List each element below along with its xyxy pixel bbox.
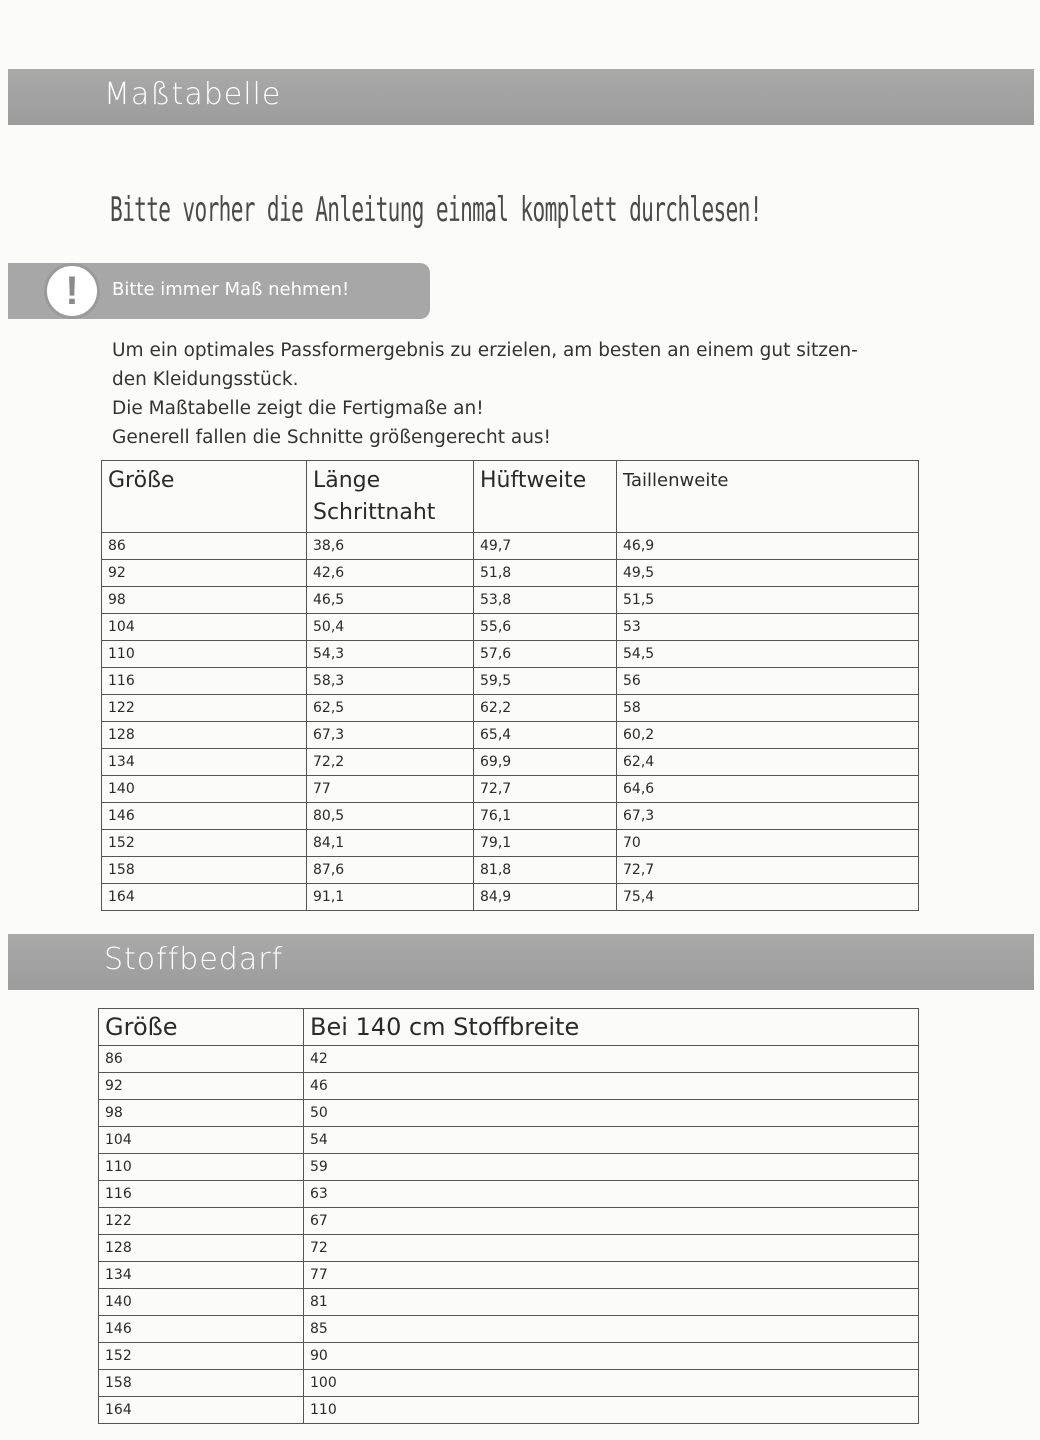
- table-cell: 84,1: [307, 830, 474, 857]
- table-cell: 56: [617, 668, 919, 695]
- table-cell: 158: [102, 857, 307, 884]
- measure-table: [101, 460, 919, 911]
- table-cell: 164: [99, 1397, 304, 1424]
- table-cell: 98: [99, 1100, 304, 1127]
- table-cell: 42: [304, 1046, 919, 1073]
- table-row: [102, 614, 919, 641]
- table-cell: 91,1: [307, 884, 474, 911]
- table-row: [99, 1127, 919, 1154]
- table-cell: 42,6: [307, 560, 474, 587]
- table-row: [99, 1343, 919, 1370]
- table-cell: 128: [102, 722, 307, 749]
- table-cell: 62,5: [307, 695, 474, 722]
- table-cell: 69,9: [474, 749, 617, 776]
- table-cell: 72,7: [474, 776, 617, 803]
- note-text: Bitte immer Maß nehmen!: [112, 279, 350, 300]
- header-inseam: Länge Schrittnaht: [307, 461, 474, 533]
- table-cell: 140: [102, 776, 307, 803]
- table-cell: 53,8: [474, 587, 617, 614]
- table-cell: 98: [102, 587, 307, 614]
- table-cell: 57,6: [474, 641, 617, 668]
- table-cell: 77: [304, 1262, 919, 1289]
- table-cell: 104: [99, 1127, 304, 1154]
- table-cell: 50,4: [307, 614, 474, 641]
- table-cell: 152: [99, 1343, 304, 1370]
- table-cell: 72,2: [307, 749, 474, 776]
- table-cell: 81,8: [474, 857, 617, 884]
- header-waist: Taillenweite: [617, 461, 919, 533]
- table-cell: 110: [304, 1397, 919, 1424]
- header-size: Größe: [99, 1009, 304, 1046]
- table-cell: 63: [304, 1181, 919, 1208]
- table-row: [102, 560, 919, 587]
- table-cell: 134: [102, 749, 307, 776]
- table-cell: 72,7: [617, 857, 919, 884]
- table-cell: 62,2: [474, 695, 617, 722]
- table-cell: 92: [99, 1073, 304, 1100]
- table-cell: 60,2: [617, 722, 919, 749]
- table-row: [102, 749, 919, 776]
- table-cell: 72: [304, 1235, 919, 1262]
- table-row: [99, 1397, 919, 1424]
- table-row: [102, 884, 919, 911]
- table-row: [102, 830, 919, 857]
- table-cell: 54: [304, 1127, 919, 1154]
- table-cell: 116: [99, 1181, 304, 1208]
- table-header-row: [102, 461, 919, 533]
- table-cell: 67: [304, 1208, 919, 1235]
- table-row: [99, 1235, 919, 1262]
- table-row: [102, 803, 919, 830]
- table-cell: 164: [102, 884, 307, 911]
- table-cell: 110: [99, 1154, 304, 1181]
- table-row: [99, 1262, 919, 1289]
- table-cell: 140: [99, 1289, 304, 1316]
- table-cell: 81: [304, 1289, 919, 1316]
- intro-line: Die Maßtabelle zeigt die Fertigmaße an!: [112, 398, 484, 419]
- table-cell: 58,3: [307, 668, 474, 695]
- table-cell: 51,8: [474, 560, 617, 587]
- table-cell: 146: [99, 1316, 304, 1343]
- intro-line: Um ein optimales Passformergebnis zu erzielen, am besten an einem gut sitzen-: [112, 340, 858, 361]
- intro-paragraph: [112, 336, 912, 452]
- table-cell: 79,1: [474, 830, 617, 857]
- table-row: [99, 1208, 919, 1235]
- table-row: [99, 1289, 919, 1316]
- table-cell: 77: [307, 776, 474, 803]
- table-row: [99, 1100, 919, 1127]
- table-cell: 116: [102, 668, 307, 695]
- table-cell: 134: [99, 1262, 304, 1289]
- table-cell: 49,7: [474, 533, 617, 560]
- table-cell: 128: [99, 1235, 304, 1262]
- intro-line: Generell fallen die Schnitte größengerecht aus!: [112, 427, 551, 448]
- table-cell: 62,4: [617, 749, 919, 776]
- table-cell: 84,9: [474, 884, 617, 911]
- table-row: [102, 776, 919, 803]
- fabric-table: [98, 1008, 919, 1424]
- table-cell: 146: [102, 803, 307, 830]
- table-cell: 104: [102, 614, 307, 641]
- table-row: [99, 1073, 919, 1100]
- table-row: [102, 695, 919, 722]
- section-header-stoffbedarf: [8, 934, 1034, 990]
- section-title: Maßtabelle: [104, 77, 282, 112]
- table-header-row: [99, 1009, 919, 1046]
- table-cell: 50: [304, 1100, 919, 1127]
- table-cell: 158: [99, 1370, 304, 1397]
- table-row: [102, 533, 919, 560]
- table-row: [102, 587, 919, 614]
- section-header-masstabelle: [8, 69, 1034, 125]
- table-cell: 46: [304, 1073, 919, 1100]
- table-cell: 65,4: [474, 722, 617, 749]
- table-row: [99, 1181, 919, 1208]
- table-row: [102, 722, 919, 749]
- table-row: [102, 668, 919, 695]
- table-cell: 53: [617, 614, 919, 641]
- table-cell: 86: [102, 533, 307, 560]
- headline: Bitte vorher die Anleitung einmal komplett durchlesen!: [110, 190, 762, 230]
- header-fabric-width: Bei 140 cm Stoffbreite: [304, 1009, 919, 1046]
- exclamation-icon: !: [44, 263, 100, 319]
- table-cell: 67,3: [617, 803, 919, 830]
- section-title: Stoffbedarf: [104, 942, 284, 977]
- table-cell: 87,6: [307, 857, 474, 884]
- table-cell: 51,5: [617, 587, 919, 614]
- table-row: [102, 857, 919, 884]
- table-cell: 54,3: [307, 641, 474, 668]
- table-cell: 122: [99, 1208, 304, 1235]
- table-row: [99, 1316, 919, 1343]
- table-row: [102, 641, 919, 668]
- table-cell: 76,1: [474, 803, 617, 830]
- header-size: Größe: [102, 461, 307, 533]
- table-cell: 55,6: [474, 614, 617, 641]
- table-cell: 152: [102, 830, 307, 857]
- table-row: [99, 1046, 919, 1073]
- intro-line: den Kleidungsstück.: [112, 369, 299, 390]
- table-cell: 85: [304, 1316, 919, 1343]
- table-cell: 86: [99, 1046, 304, 1073]
- table-cell: 58: [617, 695, 919, 722]
- table-cell: 70: [617, 830, 919, 857]
- table-row: [99, 1370, 919, 1397]
- table-cell: 80,5: [307, 803, 474, 830]
- table-cell: 75,4: [617, 884, 919, 911]
- table-cell: 59,5: [474, 668, 617, 695]
- table-cell: 59: [304, 1154, 919, 1181]
- table-cell: 46,9: [617, 533, 919, 560]
- table-cell: 100: [304, 1370, 919, 1397]
- table-cell: 64,6: [617, 776, 919, 803]
- table-cell: 38,6: [307, 533, 474, 560]
- table-cell: 122: [102, 695, 307, 722]
- table-cell: 49,5: [617, 560, 919, 587]
- table-row: [99, 1154, 919, 1181]
- table-cell: 110: [102, 641, 307, 668]
- table-cell: 92: [102, 560, 307, 587]
- header-hip: Hüftweite: [474, 461, 617, 533]
- table-cell: 46,5: [307, 587, 474, 614]
- table-cell: 90: [304, 1343, 919, 1370]
- table-cell: 67,3: [307, 722, 474, 749]
- table-cell: 54,5: [617, 641, 919, 668]
